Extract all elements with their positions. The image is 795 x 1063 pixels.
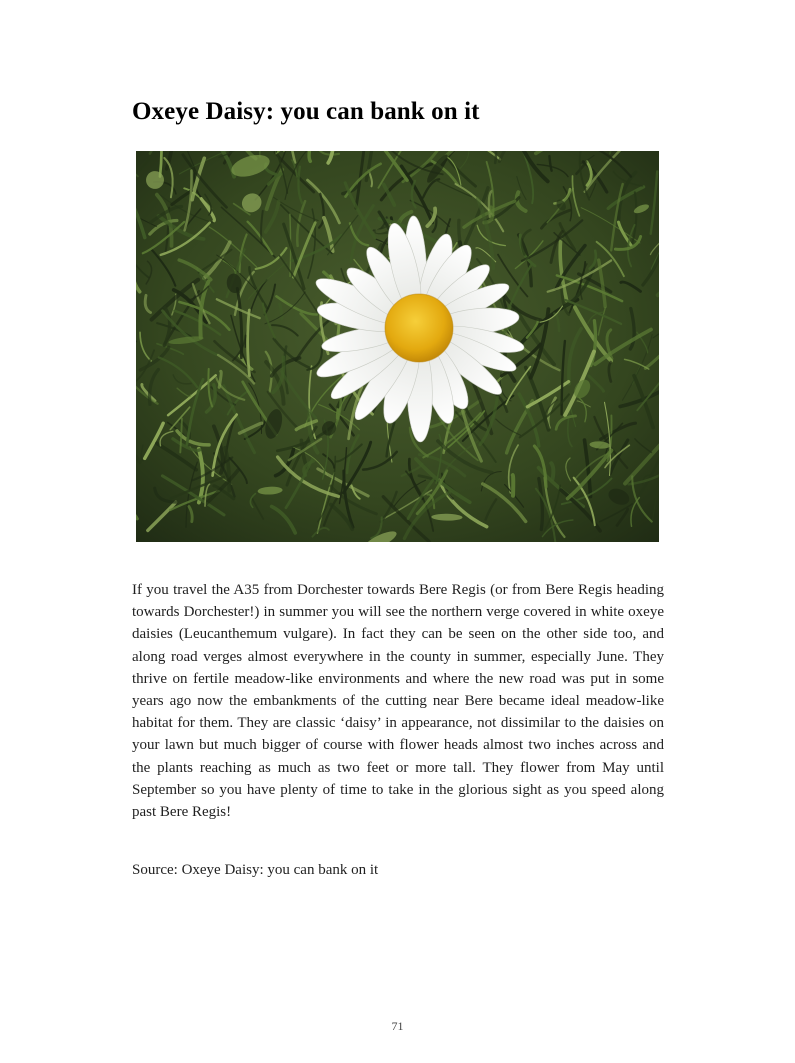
- daisy-photo-graphic: [136, 151, 659, 542]
- page-title: Oxeye Daisy: you can bank on it: [132, 98, 480, 125]
- body-paragraph: If you travel the A35 from Dorchester towards Bere Regis (or from Bere Regis heading towards Dorchester!) in summer you will see the northern verge covered in white oxeye daisies (Leucanthemum vulgare). In fact they can be seen on the other side too, and along road verges almost everywhere in the county in summer, especially June. They thrive on fertile meadow-like environments and where the new road was put in some years ago now the embankments of the cutting near Bere became ideal meadow-like habitat for them. They are classic ‘daisy’ in appearance, not dissimilar to the daisies on your lawn but much bigger of course with flower heads almost two inches across and the plants reaching as much as two feet or more tall. They flower from May until September so you have plenty of time to take in the glorious sight as you speed along past Bere Regis!: [132, 582, 664, 821]
- daisy-photo: [136, 151, 659, 542]
- source-line: Source: Oxeye Daisy: you can bank on it: [132, 862, 379, 878]
- page-number: 71: [391, 1019, 404, 1033]
